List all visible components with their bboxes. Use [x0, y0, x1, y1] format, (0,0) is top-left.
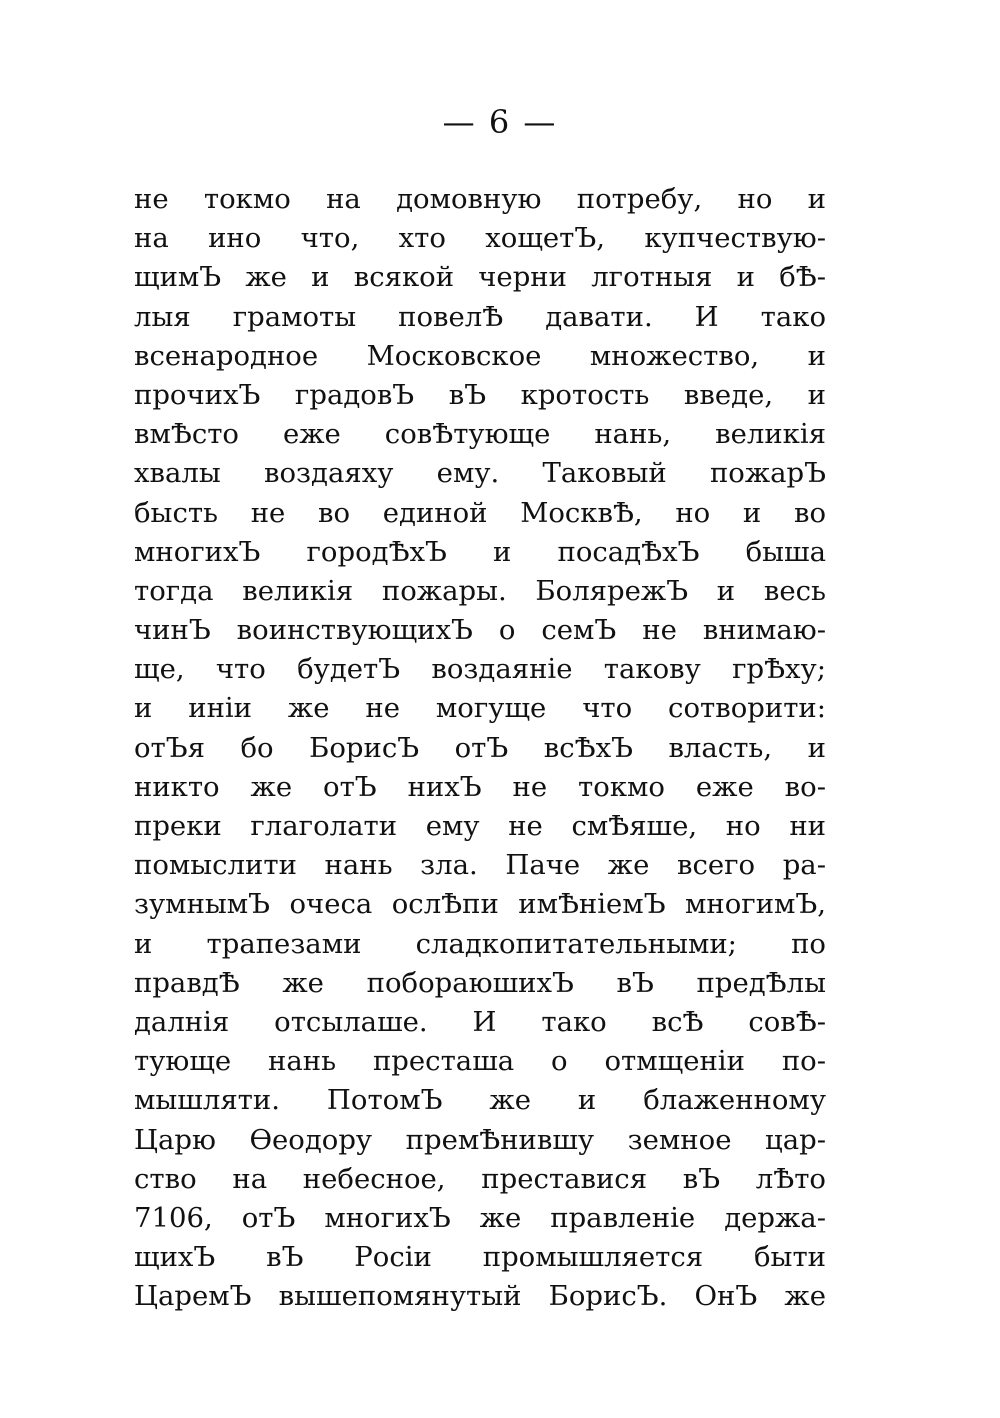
text-line: хвалы воздаяху ему. Таковый пожарЪ — [134, 457, 826, 490]
text-line: преки глаголати ему не смѢяше, но ни — [134, 810, 826, 842]
text-line: и иніи же не могуще что сотворити: — [134, 692, 826, 725]
text-line: отЪя бо БорисЪ отЪ всѢхЪ власть, и — [134, 731, 826, 764]
text-line: мышляти. ПотомЪ же и блаженному — [134, 1084, 826, 1117]
page-number: — 6 — — [442, 103, 558, 141]
text-line: далнія отсылаше. И тако всѢ совѢ- — [134, 1005, 826, 1038]
text-line: чинЪ воинствующихЪ о семЪ не внимаю- — [134, 614, 826, 647]
text-line: и трапезами сладкопитательными; по — [134, 927, 826, 960]
text-line: ство на небесное, преставися вЪ лѢто — [134, 1162, 826, 1195]
text-line: тогда великія пожары. БолярежЪ и весь — [134, 574, 826, 607]
body-text — [134, 180, 826, 1316]
text-line: никто же отЪ нихЪ не токмо еже во- — [134, 770, 826, 803]
text-line: прочихЪ градовЪ вЪ кротость введе, и — [134, 378, 826, 411]
text-line: тующе нань престаша о отмщеніи по- — [134, 1045, 826, 1078]
text-line: бысть не во единой МосквѢ, но и во — [134, 496, 826, 529]
text-line: ЦаремЪ вышепомянутый БорисЪ. ОнЪ же — [134, 1280, 826, 1313]
text-line: всенародное Московское множество, и — [134, 339, 826, 372]
text-line: правдѢ же побораюшихЪ вЪ предѢлы — [134, 966, 826, 999]
text-line: 7106, отЪ многихЪ же правленіе держа- — [134, 1201, 826, 1234]
text-line: лыя грамоты повелѢ давати. И тако — [134, 300, 826, 333]
text-line: вмѢсто еже совѢтующе нань, великія — [134, 418, 826, 451]
text-line: зумнымЪ очеса ослѢпи имѢніемЪ многимЪ, — [134, 888, 826, 921]
text-line: многихЪ городѢхЪ и посадѢхЪ быша — [134, 535, 826, 568]
text-line: на ино что, хто хощетЪ, купчествую- — [134, 222, 826, 255]
text-line: щимЪ же и всякой черни лготныя и бѢ- — [134, 261, 826, 294]
text-line: не токмо на домовную потребу, но и — [134, 183, 826, 215]
text-line: Царю Өеодору премѢнившу земное цар- — [134, 1123, 826, 1156]
text-line: помыслити нань зла. Паче же всего ра- — [134, 849, 826, 882]
text-line: ще, что будетЪ воздаяніе такову грѢху; — [134, 653, 826, 686]
text-line: щихЪ вЪ Росіи промышляется быти — [134, 1241, 826, 1274]
